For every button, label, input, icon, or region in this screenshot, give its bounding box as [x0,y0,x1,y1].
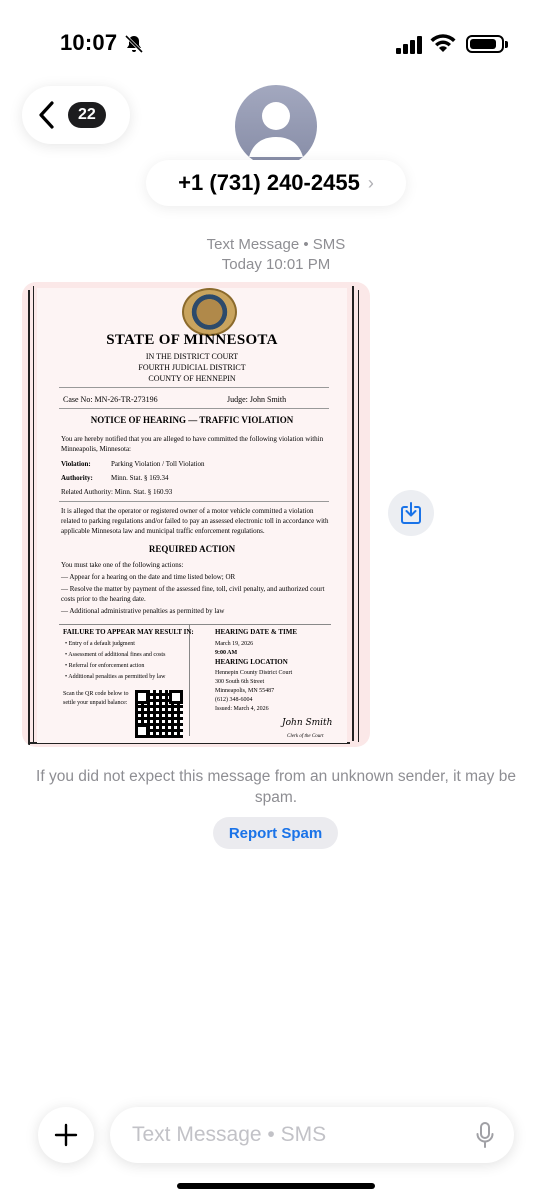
doc-county-line: COUNTY OF HENNEPIN [148,374,236,383]
doc-hearing-date: March 19, 2026 [215,641,254,647]
bell-muted-icon [124,34,144,54]
doc-allegation: It is alleged that the operator or registered owner of a motor vehicle committed a violation related to parking regulations and/or failed to pay an assessed electronic toll in accordance with applicable Minnesota law and municipal traffic enforcement regulations. [61,507,329,535]
doc-related-authority: Related Authority: Minn. Stat. § 160.93 [61,488,173,496]
doc-authority: Authority: Minn. Stat. § 169.34 [61,474,169,482]
back-button[interactable] [22,86,130,144]
save-image-button[interactable] [388,490,434,536]
doc-location-phone: (612) 348-6004 [215,697,253,703]
microphone-icon[interactable] [476,1121,494,1149]
plus-icon [54,1123,78,1147]
doc-location-title: HEARING LOCATION [215,658,288,666]
doc-failure-item: • Assessment of additional fines and costs [65,652,166,658]
doc-qr-note: Scan the QR code below to settle your unpaid balance: [63,691,129,706]
report-spam-button[interactable]: Report Spam [213,817,338,849]
wifi-icon [430,34,456,54]
doc-violation: Violation: Parking Violation / Toll Violation [61,460,205,468]
download-icon [400,501,422,525]
contact-number: +1 (731) 240-2455 [178,170,360,195]
doc-court-line: IN THE DISTRICT COURT [145,352,239,361]
doc-signature-caption: Clerk of the Court [287,734,324,739]
message-timestamp: Today 10:01 PM [221,256,331,273]
court-notice-document [37,288,347,743]
doc-action-intro: You must take one of the following actions: [61,561,184,569]
home-indicator[interactable] [177,1183,375,1189]
doc-notice-title: NOTICE OF HEARING — TRAFFIC VIOLATION [90,415,294,425]
contact-avatar[interactable] [235,85,317,167]
doc-location-street: 300 South 6th Street [215,679,265,685]
person-icon [235,85,317,167]
doc-state-title: STATE OF MINNESOTA [106,332,278,348]
qr-code [135,690,183,738]
contact-details-button[interactable] [146,160,406,206]
doc-case-number: Case No: MN-26-TR-273196 [63,395,158,404]
doc-failure-item: • Referral for enforcement action [65,663,145,669]
message-service-label: Text Message • SMS [206,236,346,253]
state-seal-icon [182,288,237,336]
doc-required-action-title: REQUIRED ACTION [148,544,236,554]
doc-intro: You are hereby notified that you are alleged to have committed the following violation within Minneapolis, Minnesota: [61,435,324,453]
chevron-right-icon: › [367,172,374,193]
battery-icon [466,35,504,53]
doc-failure-title: FAILURE TO APPEAR MAY RESULT IN: [63,628,194,636]
message-input[interactable] [132,1123,452,1147]
status-time: 10:07 [60,30,118,55]
doc-issued-date: Issued: March 4, 2026 [215,706,269,712]
doc-location-name: Hennepin County District Court [215,670,293,676]
doc-action-1: — Appear for a hearing on the date and time listed below; OR [61,573,236,581]
doc-failure-item: • Entry of a default judgment [65,641,135,647]
unread-count-badge: 22 [68,102,106,128]
message-composer[interactable] [110,1107,514,1163]
doc-district-line: FOURTH JUDICIAL DISTRICT [138,363,246,372]
doc-location-city: Minneapolis, MN 55487 [215,688,275,694]
doc-signature: John Smith [282,718,333,728]
cellular-signal-icon [396,36,424,54]
doc-hearing-time: 9:00 AM [215,650,238,656]
doc-action-3: — Additional administrative penalties as permitted by law [61,607,225,615]
doc-failure-item: • Additional penalties as permitted by law [65,674,166,680]
spam-warning-text: If you did not expect this message from an unknown sender, it may be spam. [36,768,516,806]
doc-hearing-title: HEARING DATE & TIME [215,628,298,636]
doc-judge: Judge: John Smith [227,395,287,404]
chevron-left-icon [36,100,58,130]
doc-action-2: — Resolve the matter by payment of the assessed fine, toll, civil penalty, and authorized court costs prior to the hearing date. [61,585,325,603]
add-attachment-button[interactable] [38,1107,94,1163]
